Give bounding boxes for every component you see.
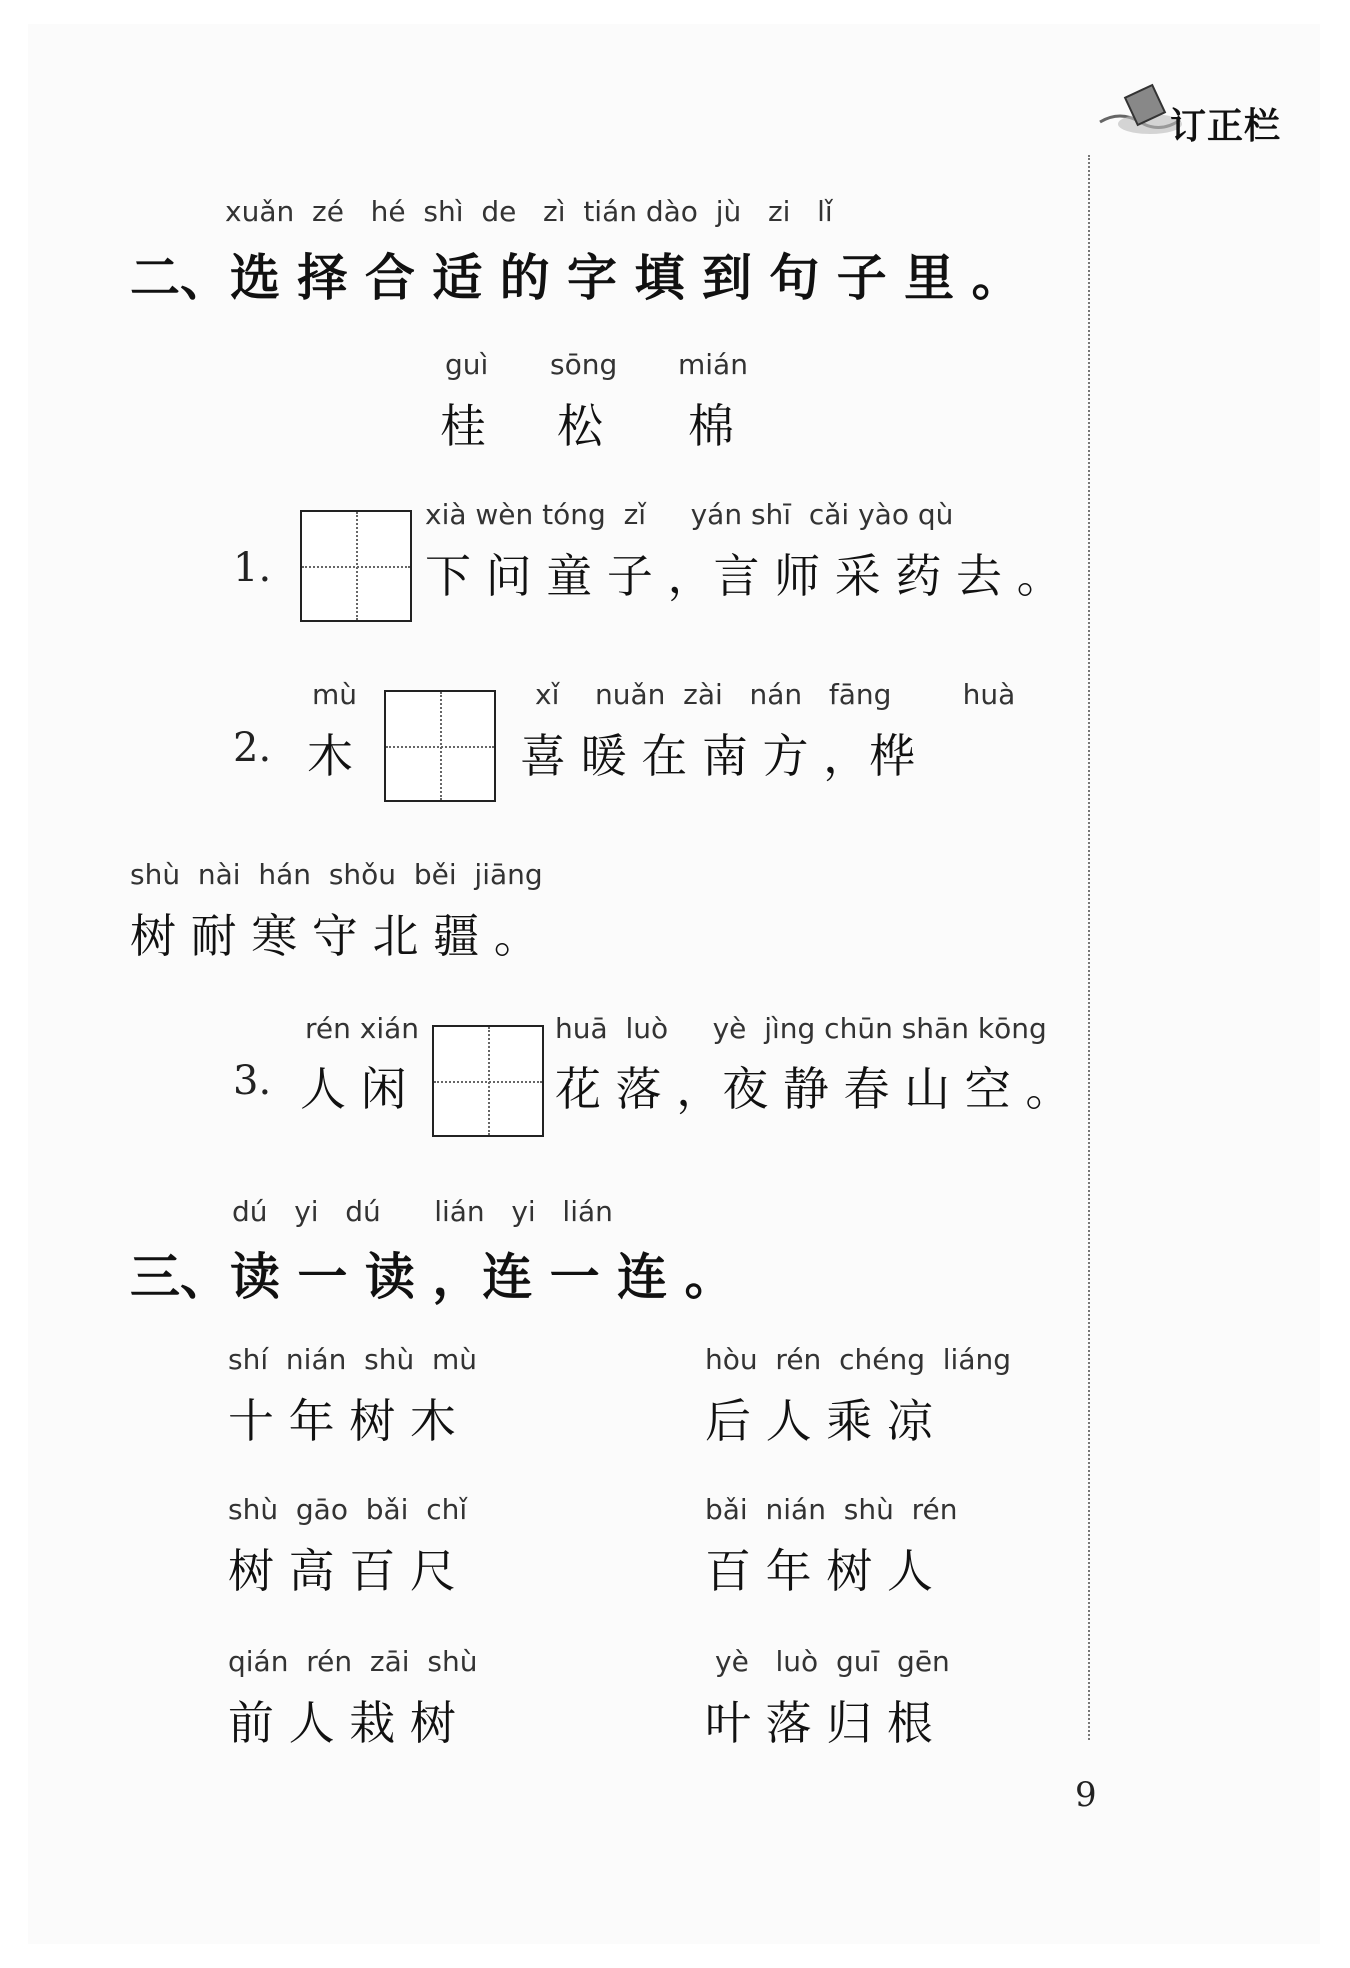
match-left-2-pinyin: shù gāo bǎi chǐ: [228, 1493, 468, 1526]
choice-char-gui: 桂: [440, 399, 486, 453]
choice-char-mian: 棉: [688, 399, 734, 453]
question-3-number: 3.: [233, 1058, 272, 1104]
answer-box-1[interactable]: [300, 510, 412, 622]
section2-title-pinyin: xuǎn zé hé shì de zì tián dào jù zi lǐ: [225, 195, 833, 228]
section2-title: 二、选 择 合 适 的 字 填 到 句 子 里 。: [130, 249, 1022, 307]
question-1-text: 下 问 童 子 ，言 师 采 药 去 。: [425, 549, 1063, 603]
match-left-2-text[interactable]: 树 高 百 尺: [228, 1544, 456, 1598]
match-left-3-text[interactable]: 前 人 栽 树: [228, 1696, 456, 1750]
match-left-1-text[interactable]: 十 年 树 木: [228, 1394, 456, 1448]
match-right-3-text[interactable]: 叶 落 归 根: [705, 1696, 933, 1750]
question-2-line2-text: 树 耐 寒 守 北 疆 。: [130, 909, 540, 963]
question-2-text: 喜 暖 在 南 方 ，桦: [520, 729, 916, 783]
question-2-pinyin: xǐ nuǎn zài nán fāng huà: [535, 678, 1016, 711]
question-3-pinyin: huā luò yè jìng chūn shān kōng: [555, 1012, 1047, 1045]
match-left-3-pinyin: qián rén zāi shù: [228, 1645, 478, 1678]
question-3-text: 花 落 ，夜 静 春 山 空 。: [555, 1062, 1072, 1116]
question-2-pre-text: 木: [307, 729, 353, 783]
match-right-1-pinyin: hòu rén chéng liáng: [705, 1343, 1012, 1376]
choice-char-song: 松: [557, 399, 603, 453]
match-right-2-text[interactable]: 百 年 树 人: [705, 1544, 933, 1598]
page-number: 9: [1075, 1775, 1097, 1815]
choice-pinyin-song: sōng: [550, 348, 618, 381]
section3-title-pinyin: dú yi dú lián yi lián: [232, 1195, 613, 1228]
match-right-2-pinyin: bǎi nián shù rén: [705, 1493, 958, 1526]
match-left-1-pinyin: shí nián shù mù: [228, 1343, 478, 1376]
section3-title: 三、读 一 读 ，连 一 连 。: [130, 1248, 735, 1306]
question-1-number: 1.: [233, 545, 272, 591]
question-3-pre-pinyin: rén xián: [305, 1012, 420, 1045]
workbook-page: [28, 24, 1320, 1944]
question-3-pre-text: 人 闲: [300, 1062, 407, 1116]
match-right-3-pinyin: yè luò guī gēn: [715, 1645, 950, 1678]
answer-box-3[interactable]: [432, 1025, 544, 1137]
answer-box-2[interactable]: [384, 690, 496, 802]
question-2-line2-pinyin: shù nài hán shǒu běi jiāng: [130, 858, 543, 891]
correction-margin-line: [1088, 155, 1090, 1740]
choice-pinyin-gui: guì: [445, 348, 489, 381]
question-2-pre-pinyin: mù: [312, 678, 358, 711]
match-right-1-text[interactable]: 后 人 乘 凉: [705, 1394, 933, 1448]
question-1-pinyin: xià wèn tóng zǐ yán shī cǎi yào qù: [425, 498, 954, 531]
question-2-number: 2.: [233, 725, 272, 771]
correction-column-label: 订正栏: [1170, 106, 1282, 147]
choice-pinyin-mian: mián: [678, 348, 748, 381]
